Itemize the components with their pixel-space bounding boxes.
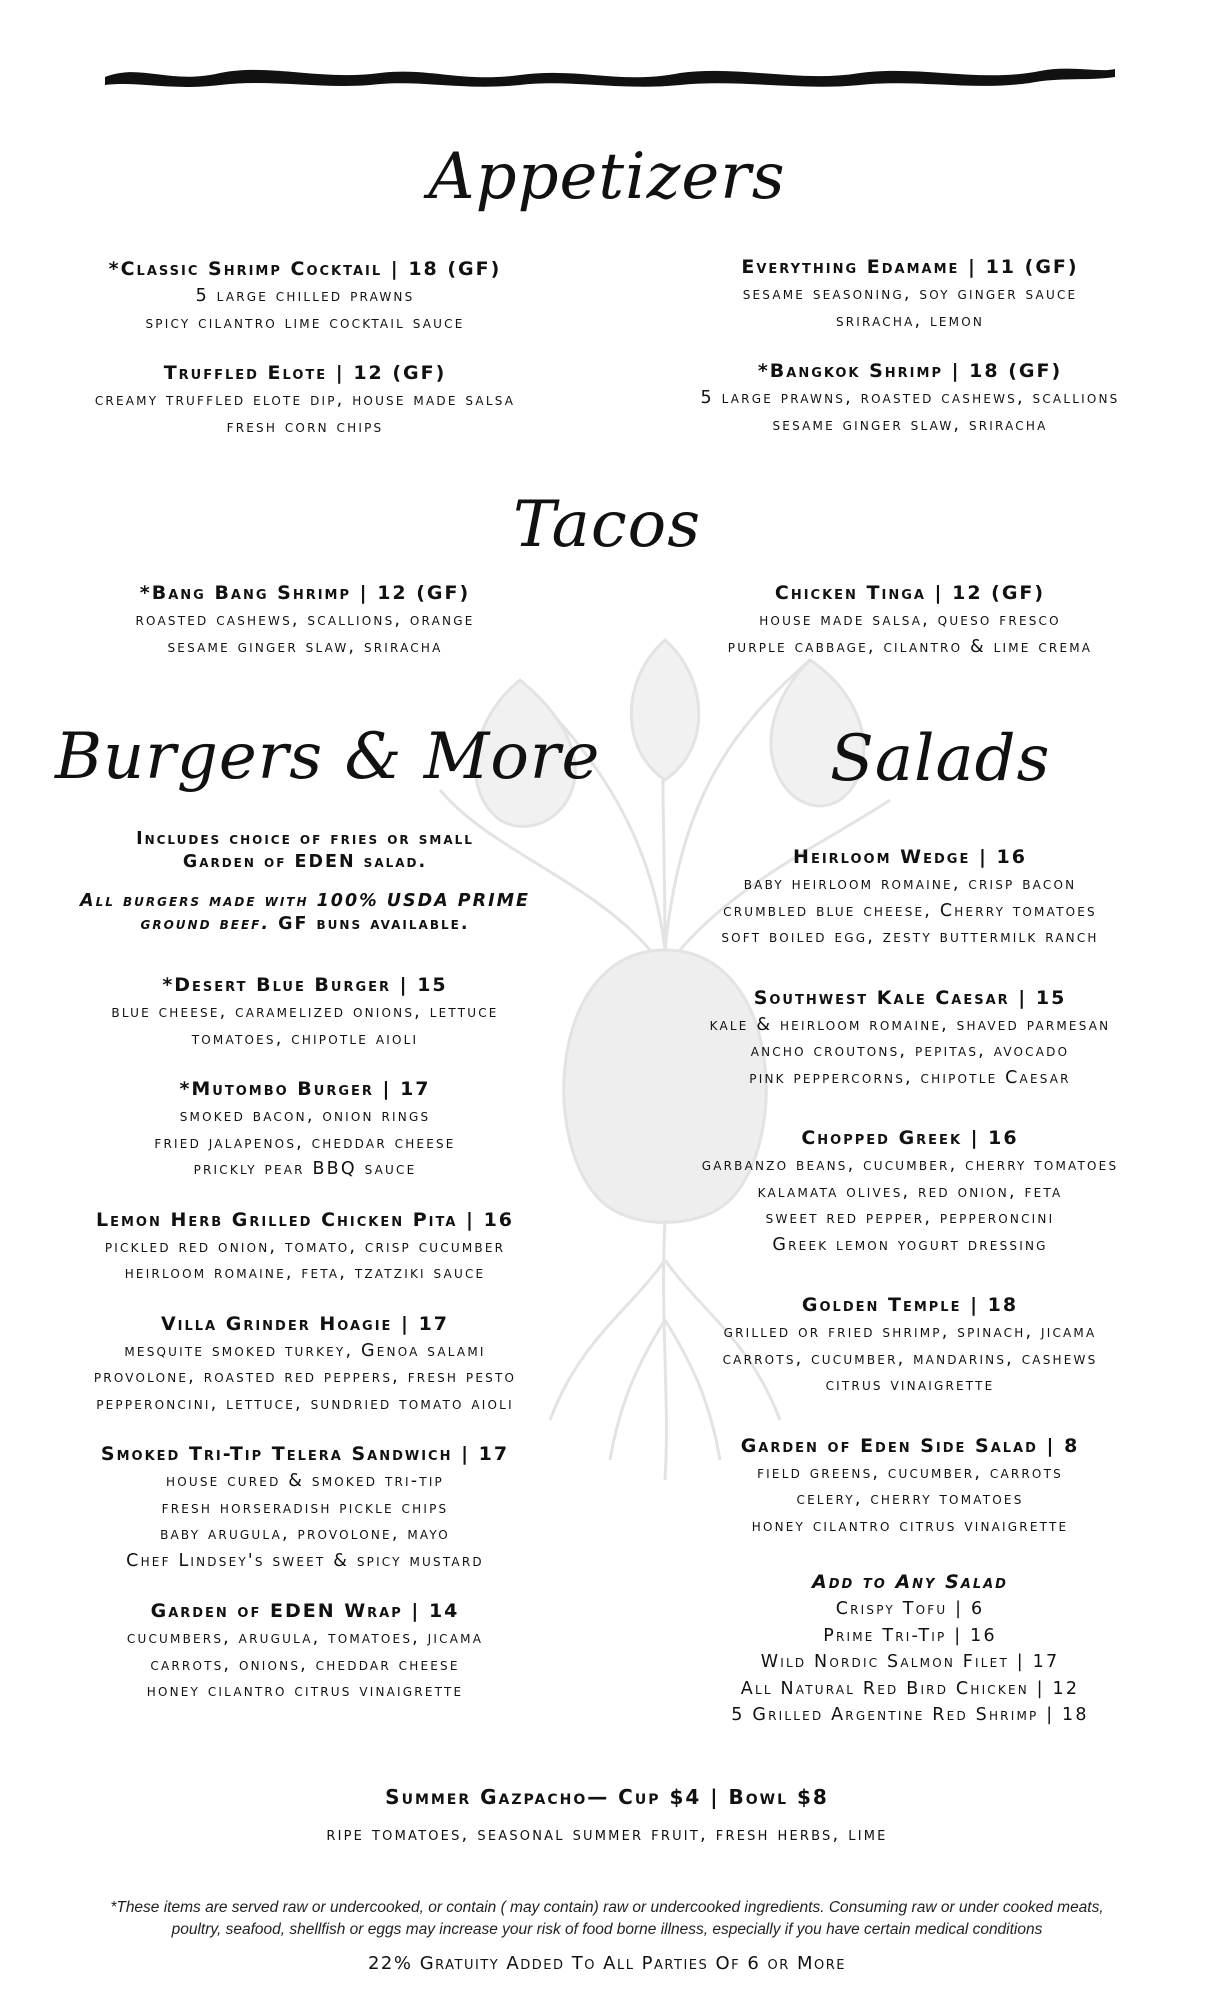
item-desc: sesame ginger slaw, sriracha	[772, 414, 1048, 435]
item-desc: pepperoncini, lettuce, sundried tomato aioli	[96, 1393, 514, 1414]
addon-item: 5 Grilled Argentine Red Shrimp | 18	[731, 1705, 1089, 1725]
menu-item	[30, 360, 580, 440]
item-desc: tomatoes, chipotle aioli	[191, 1028, 419, 1049]
menu-item	[30, 1598, 580, 1705]
section-heading-appetizers: Appetizers	[428, 140, 786, 214]
top-brush-stroke	[100, 55, 1120, 95]
menu-item	[30, 1441, 580, 1574]
item-desc: fresh corn chips	[226, 416, 384, 437]
tacos-left-column	[30, 580, 580, 660]
item-title: Garden of Eden Side Salad | 8	[740, 1434, 1080, 1457]
addon-item: Wild Nordic Salmon Filet | 17	[760, 1652, 1060, 1672]
item-desc: 5 large prawns, roasted cashews, scallions	[700, 388, 1120, 408]
item-desc: fresh horseradish pickle chips	[161, 1497, 449, 1518]
menu-item	[30, 1076, 580, 1183]
item-desc: soft boiled egg, zesty buttermilk ranch	[721, 927, 1099, 947]
item-desc: creamy truffled elote dip, house made salsa	[94, 390, 516, 410]
gazpacho-desc-block	[0, 1822, 1214, 1849]
item-desc: ancho croutons, pepitas, avocado	[750, 1041, 1070, 1061]
item-desc: roasted cashews, scallions, orange	[135, 610, 475, 630]
gazpacho-item	[0, 1784, 1214, 1811]
salads-column	[630, 844, 1190, 1729]
item-desc: carrots, onions, cheddar cheese	[150, 1654, 460, 1675]
disclaimer-line: poultry, seafood, shellfish or eggs may increase your risk of food borne illness, especially if you have certain medical conditions	[171, 1921, 1043, 1938]
burgers-note	[30, 828, 580, 874]
appetizers-right-column	[630, 254, 1190, 438]
item-desc: spicy cilantro lime cocktail sauce	[145, 312, 465, 333]
item-title: *Bang Bang Shrimp | 12 (GF)	[139, 582, 471, 604]
menu-item	[30, 580, 580, 660]
section-heading-salads: Salads	[830, 722, 1051, 796]
item-desc: field greens, cucumber, carrots	[757, 1462, 1063, 1483]
item-desc: baby arugula, provolone, mayo	[160, 1524, 450, 1544]
addons-title: Add to Any Salad	[812, 1571, 1008, 1593]
item-desc: sesame seasoning, soy ginger sauce	[742, 284, 1078, 304]
item-desc: Chef Lindsey's sweet & spicy mustard	[126, 1550, 484, 1571]
item-desc: sesame ginger slaw, sriracha	[167, 636, 443, 657]
item-title: *Desert Blue Burger | 15	[162, 974, 448, 996]
item-desc: blue cheese, caramelized onions, lettuce	[111, 1002, 499, 1022]
item-desc: 5 large chilled prawns	[195, 286, 415, 306]
item-desc: mesquite smoked turkey, Genoa salami	[124, 1340, 486, 1361]
note-line: All burgers made with 100% USDA PRIME	[80, 891, 530, 911]
menu-item	[30, 972, 580, 1052]
item-desc: purple cabbage, cilantro & lime crema	[727, 636, 1093, 657]
item-desc: citrus vinaigrette	[825, 1375, 995, 1395]
item-title: Golden Temple | 18	[801, 1294, 1019, 1316]
menu-item	[630, 844, 1190, 951]
item-title: Villa Grinder Hoagie | 17	[160, 1312, 450, 1335]
gazpacho-title: Summer Gazpacho— Cup $4 | Bowl $8	[385, 1785, 829, 1809]
tacos-right-column	[630, 580, 1190, 660]
raw-food-disclaimer	[60, 1897, 1154, 1941]
menu-item	[630, 1125, 1190, 1258]
item-desc: sriracha, lemon	[835, 310, 985, 331]
menu-item	[630, 985, 1190, 1092]
item-title: *Classic Shrimp Cocktail | 18 (GF)	[108, 258, 502, 280]
section-heading-tacos: Tacos	[512, 488, 702, 562]
item-desc: kale & heirloom romaine, shaved parmesan	[709, 1014, 1111, 1035]
disclaimer-line: *These items are served raw or undercooked, or contain ( may contain) raw or undercooked ingredients. Consuming raw or under cooked meats,	[110, 1899, 1104, 1916]
note-line: Includes choice of fries or small	[136, 829, 474, 849]
item-desc: heirloom romaine, feta, tzatziki sauce	[124, 1263, 486, 1283]
item-title: Southwest Kale Caesar | 15	[753, 986, 1067, 1009]
item-desc: pickled red onion, tomato, crisp cucumber	[104, 1236, 506, 1257]
item-desc: prickly pear BBQ sauce	[193, 1159, 417, 1179]
menu-item	[630, 580, 1190, 660]
item-title: Chopped Greek | 16	[801, 1127, 1019, 1149]
menu-item	[30, 1311, 580, 1418]
item-title: *Mutombo Burger | 17	[179, 1078, 431, 1100]
menu-item	[30, 256, 580, 336]
appetizers-left-column	[30, 256, 580, 440]
item-desc: honey cilantro citrus vinaigrette	[751, 1515, 1069, 1536]
gratuity-note: 22% Gratuity Added To All Parties Of 6 or More	[367, 1953, 847, 1974]
item-desc: baby heirloom romaine, crisp bacon	[743, 874, 1077, 894]
menu-item	[630, 358, 1190, 438]
item-desc: house made salsa, queso fresco	[759, 610, 1061, 630]
item-title: *Bangkok Shrimp | 18 (GF)	[757, 360, 1063, 382]
menu-item	[630, 1433, 1190, 1540]
note-line-tail: GF buns available.	[270, 914, 470, 934]
burgers-column	[30, 828, 580, 1705]
item-desc: smoked bacon, onion rings	[179, 1106, 431, 1126]
item-title: Chicken Tinga | 12 (GF)	[774, 582, 1046, 604]
item-title: Everything Edamame | 11 (GF)	[741, 256, 1079, 278]
item-desc: carrots, cucumber, mandarins, cashews	[722, 1348, 1098, 1369]
item-desc: Greek lemon yogurt dressing	[772, 1234, 1048, 1255]
item-desc: cucumbers, arugula, tomatoes, jicama	[126, 1628, 484, 1648]
item-title: Smoked Tri-Tip Telera Sandwich | 17	[100, 1443, 510, 1465]
item-desc: pink peppercorns, chipotle Caesar	[749, 1067, 1071, 1088]
item-title: Heirloom Wedge | 16	[793, 846, 1027, 868]
item-desc: grilled or fried shrimp, spinach, jicama	[723, 1322, 1097, 1342]
item-desc: garbanzo beans, cucumber, cherry tomatoes	[701, 1155, 1119, 1175]
item-title: Truffled Elote | 12 (GF)	[163, 362, 447, 384]
item-desc: celery, cherry tomatoes	[796, 1489, 1024, 1509]
item-desc: crumbled blue cheese, Cherry tomatoes	[723, 900, 1097, 921]
note-line: ground beef.	[140, 914, 271, 934]
section-heading-burgers: Burgers & More	[55, 720, 601, 794]
item-desc: sweet red pepper, pepperoncini	[765, 1208, 1055, 1228]
addon-item: Crispy Tofu | 6	[835, 1599, 985, 1619]
burgers-beef-note	[30, 890, 580, 936]
item-desc: kalamata olives, red onion, feta	[757, 1181, 1063, 1202]
menu-item	[630, 254, 1190, 334]
item-desc: honey cilantro citrus vinaigrette	[146, 1681, 464, 1701]
menu-item	[30, 1207, 580, 1287]
item-desc: fried jalapenos, cheddar cheese	[154, 1132, 456, 1153]
note-line: Garden of EDEN salad.	[182, 852, 428, 872]
menu-item	[630, 1292, 1190, 1399]
item-desc: provolone, roasted red peppers, fresh pesto	[93, 1367, 517, 1387]
item-desc: house cured & smoked tri-tip	[165, 1471, 444, 1491]
addon-item: Prime Tri-Tip | 16	[823, 1625, 997, 1646]
salad-addons	[630, 1569, 1190, 1729]
item-title: Lemon Herb Grilled Chicken Pita | 16	[95, 1208, 515, 1231]
gazpacho-desc: ripe tomatoes, seasonal summer fruit, fresh herbs, lime	[326, 1824, 888, 1845]
item-title: Garden of EDEN Wrap | 14	[150, 1600, 460, 1622]
addon-item: All Natural Red Bird Chicken | 12	[740, 1678, 1080, 1699]
